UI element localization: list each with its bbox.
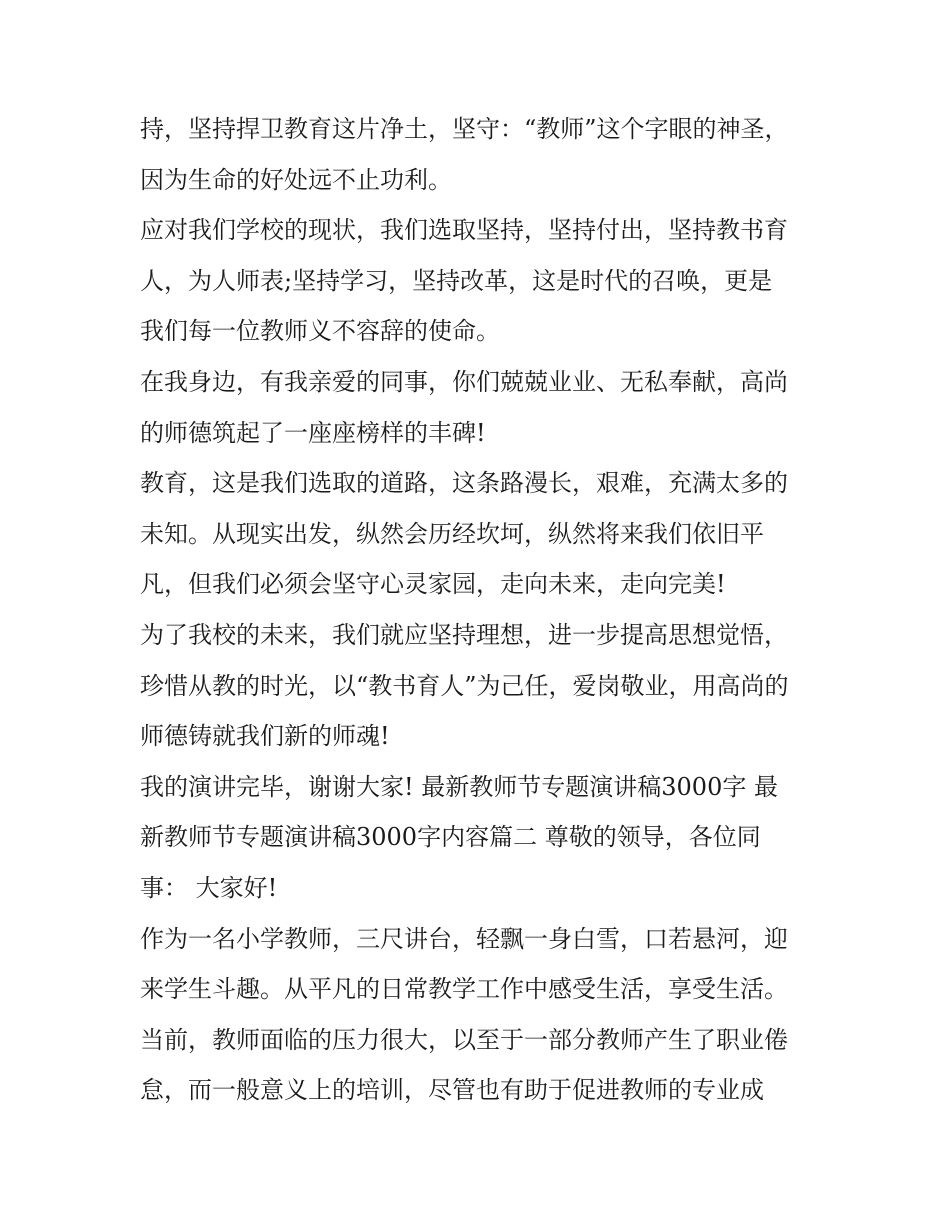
text-line: 新教师节专题演讲稿3000字内容篇二 尊敬的领导，各位同 — [140, 823, 761, 852]
text-line: 未知。从现实出发，纵然会历经坎坷，纵然将来我们依旧平 — [140, 519, 764, 548]
text-line: 的师德筑起了一座座榜样的丰碑! — [140, 418, 486, 447]
text-line: 在我身边，有我亲爱的同事，你们兢兢业业、无私奉献，高尚 — [140, 367, 788, 396]
text-line: 因为生命的好处远不止功利。 — [140, 165, 452, 194]
text-line: 事： 大家好! — [140, 873, 278, 902]
text-line: 应对我们学校的现状，我们选取坚持，坚持付出，坚持教书育 — [140, 216, 788, 245]
text-line: 当前，教师面临的压力很大，以至于一部分教师产生了职业倦 — [140, 1025, 788, 1054]
text-line: 我的演讲完毕，谢谢大家! 最新教师节专题演讲稿3000字 最 — [140, 772, 778, 801]
text-line: 凡，但我们必须会坚守心灵家园，走向未来，走向完美! — [140, 570, 726, 599]
text-line: 我们每一位教师义不容辞的使命。 — [140, 317, 500, 346]
text-line: 为了我校的未来，我们就应坚持理想，进一步提高思想觉悟， — [140, 620, 788, 649]
text-line: 教育，这是我们选取的道路，这条路漫长，艰难，充满太多的 — [140, 469, 788, 498]
text-line: 来学生斗趣。从平凡的日常教学工作中感受生活，享受生活。 — [140, 975, 788, 1004]
body-text — [140, 104, 820, 1116]
text-line: 持，坚持捍卫教育这片净土，坚守：“教师”这个字眼的神圣， — [140, 115, 789, 143]
text-line: 怠，而一般意义上的培训，尽管也有助于促进教师的专业成 — [140, 1076, 764, 1105]
text-line: 人，为人师表;坚持学习，坚持改革，这是时代的召唤，更是 — [140, 266, 773, 295]
text-line: 师德铸就我们新的师魂! — [140, 722, 390, 751]
text-line: 作为一名小学教师，三尺讲台，轻飘一身白雪，口若悬河，迎 — [140, 924, 788, 953]
text-line: 珍惜从教的时光，以“教书育人”为己任，爱岗敬业，用高尚的 — [140, 671, 789, 700]
